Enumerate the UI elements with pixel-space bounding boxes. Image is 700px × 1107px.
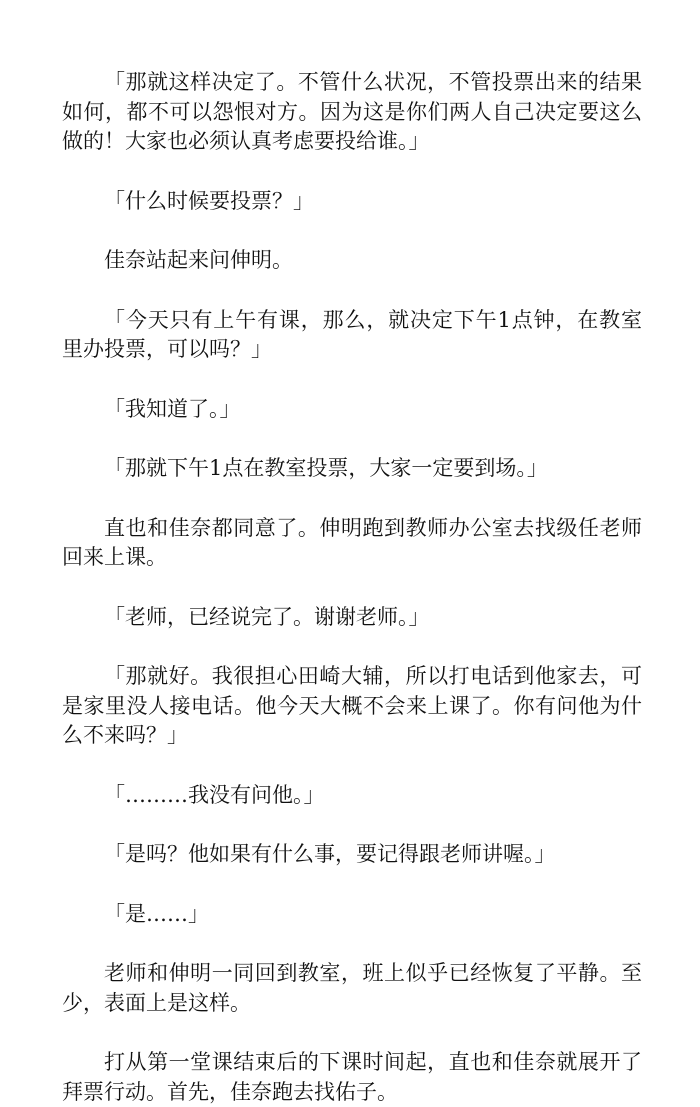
paragraph: 「那就好。我很担心田崎大辅，所以打电话到他家去，可是家里没人接电话。他今天大概不会来上课了。你有问他为什么不来吗？」 <box>62 664 642 747</box>
paragraph: 老师和伸明一同回到教室，班上似乎已经恢复了平静。至少，表面上是这样。 <box>62 961 642 1015</box>
paragraph: 直也和佳奈都同意了。伸明跑到教师办公室去找级任老师回来上课。 <box>62 515 642 569</box>
paragraph: 「今天只有上午有课，那么，就决定下午1点钟，在教室里办投票，可以吗？」 <box>62 307 642 361</box>
paragraph: 「………我没有问他。」 <box>104 782 325 807</box>
paragraph: 「我知道了。」 <box>104 396 241 421</box>
paragraph: 「是吗？他如果有什么事，要记得跟老师讲喔。」 <box>104 842 556 866</box>
paragraph: 打从第一堂课结束后的下课时间起，直也和佳奈就展开了拜票行动。首先，佳奈跑去找佑子。 <box>62 1050 642 1104</box>
paragraph: 「老师，已经说完了。谢谢老师。」 <box>104 604 430 629</box>
paragraph: 「那就下午1点在教室投票，大家一定要到场。」 <box>104 456 548 480</box>
document-page <box>62 68 642 1107</box>
paragraph: 「什么时候要投票？」 <box>104 188 314 213</box>
paragraph: 「那就这样决定了。不管什么状况，不管投票出来的结果如何，都不可以怨恨对方。因为这是你们两人自己决定要这么做的！大家也必须认真考虑要投给谁。」 <box>62 70 642 153</box>
paragraph: 佳奈站起来问伸明。 <box>104 248 293 272</box>
paragraph: 「是……」 <box>104 901 209 926</box>
